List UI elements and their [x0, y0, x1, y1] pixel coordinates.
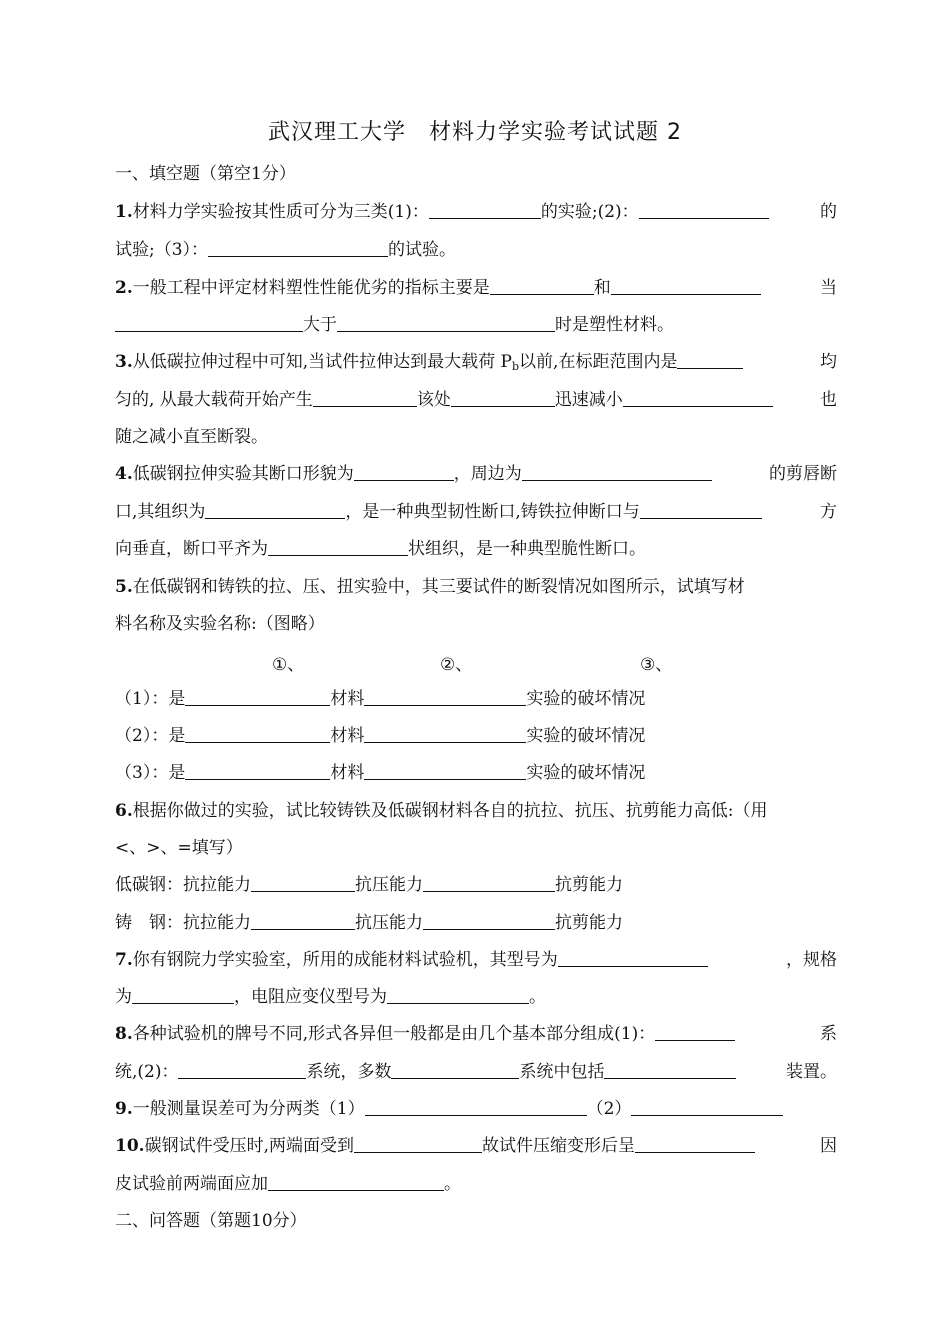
answer-blank[interactable]	[251, 873, 355, 892]
question-3-line-2: 匀的, 从最大载荷开始产生 该处 迅速减小 也	[115, 390, 837, 410]
answer-blank[interactable]	[604, 1060, 736, 1079]
question-8-line-2: 统,(2)： 系统，多数 系统中包括 装置。	[115, 1062, 837, 1082]
answer-blank[interactable]	[268, 1172, 444, 1191]
question-2-line-1: 2.一般工程中评定材料塑性性能优劣的指标主要是 和 当	[115, 278, 837, 298]
question-4-line-2: 口,其组织为 ，是一种典型韧性断口,铸铁拉伸断口与 方	[115, 502, 837, 522]
figure-labels	[0, 650, 950, 674]
question-2-line-2: 大于 时是塑性材料。	[115, 313, 837, 337]
section-questions-heading: 二、问答题（第题10分）	[115, 1211, 307, 1231]
section-fill-blank-heading: 一、填空题（第空1分）	[115, 164, 296, 184]
question-5-line-1: 5.在低碳钢和铸铁的拉、压、扭实验中，其三要试件的断裂情况如图所示，试填写材	[115, 577, 745, 597]
material-blank[interactable]	[185, 724, 330, 743]
answer-blank[interactable]	[313, 388, 417, 407]
question-5-row-2: （2）：是 材料 实验的破坏情况	[115, 726, 646, 746]
question-6-row-cast-iron: 铸 钢：抗拉能力 抗压能力 抗剪能力	[115, 913, 623, 933]
question-6-row-low-carbon-steel: 低碳钢：抗拉能力 抗压能力 抗剪能力	[115, 875, 623, 895]
question-1-line-2: 试验;（3）： 的试验。	[115, 240, 457, 260]
answer-blank[interactable]	[354, 462, 454, 481]
material-blank[interactable]	[185, 687, 330, 706]
answer-blank[interactable]	[423, 911, 555, 930]
answer-blank[interactable]	[677, 350, 743, 369]
answer-blank[interactable]	[391, 1060, 519, 1079]
answer-blank[interactable]	[268, 537, 408, 556]
answer-blank[interactable]	[522, 462, 712, 481]
answer-blank[interactable]	[115, 313, 303, 332]
figure-label: ②、	[440, 655, 473, 675]
question-10-line-2: 皮试验前两端面应加 。	[115, 1174, 461, 1194]
answer-blank[interactable]	[251, 911, 355, 930]
answer-blank[interactable]	[205, 500, 345, 519]
answer-blank[interactable]	[623, 388, 773, 407]
question-6-line-1: 6.根据你做过的实验，试比较铸铁及低碳钢材料各自的抗拉、抗压、抗剪能力高低:（用	[115, 801, 768, 821]
question-5-line-2: 料名称及实验名称:（图略）	[115, 614, 325, 634]
answer-blank[interactable]	[365, 1097, 587, 1116]
question-5-row-1: （1）：是 材料 实验的破坏情况	[115, 689, 646, 709]
question-7-line-2: 为 ，电阻应变仪型号为 。	[115, 987, 546, 1007]
material-blank[interactable]	[185, 761, 330, 780]
answer-blank[interactable]	[423, 873, 555, 892]
answer-blank[interactable]	[631, 1097, 783, 1116]
experiment-blank[interactable]	[364, 724, 526, 743]
question-5-row-3: （3）：是 材料 实验的破坏情况	[115, 763, 646, 783]
experiment-blank[interactable]	[364, 687, 526, 706]
experiment-blank[interactable]	[364, 761, 526, 780]
answer-blank[interactable]	[451, 388, 555, 407]
answer-blank[interactable]	[655, 1022, 735, 1041]
answer-blank[interactable]	[640, 500, 762, 519]
question-8-line-1: 8.各种试验机的牌号不同,形式各异但一般都是由几个基本部分组成(1)： 系	[115, 1024, 837, 1044]
answer-blank[interactable]	[635, 1134, 755, 1153]
question-4-line-3: 向垂直，断口平齐为 状组织，是一种典型脆性断口。	[115, 539, 646, 559]
figure-label: ③、	[640, 655, 673, 675]
answer-blank[interactable]	[387, 985, 529, 1004]
question-3-line-1: 3.从低碳拉伸过程中可知,当试件拉伸达到最大载荷 $P_b$以前,在标距范围内是 均	[115, 352, 837, 373]
answer-blank[interactable]	[611, 276, 761, 295]
figure-label: ①、	[272, 655, 305, 675]
question-9-line-1: 9.一般测量误差可为分两类（1） （2）	[115, 1097, 837, 1121]
question-4-line-1: 4.低碳钢拉伸实验其断口形貌为 ，周边为 的剪唇断	[115, 464, 837, 484]
answer-blank[interactable]	[132, 985, 234, 1004]
page-title: 武汉理工大学 材料力学实验考试试题 2	[268, 120, 682, 145]
answer-blank[interactable]	[208, 238, 388, 257]
question-1-line-1: 1.材料力学实验按其性质可分为三类(1)： 的实验;(2)： 的	[115, 202, 837, 222]
answer-blank[interactable]	[558, 948, 708, 967]
question-6-line-2: <、>、=填写）	[115, 838, 243, 858]
answer-blank[interactable]	[429, 200, 541, 219]
answer-blank[interactable]	[337, 313, 555, 332]
question-10-line-1: 10.碳钢试件受压时,两端面受到 故试件压缩变形后呈 因	[115, 1136, 837, 1156]
answer-blank[interactable]	[354, 1134, 482, 1153]
question-7-line-1: 7.你有钢院力学实验室，所用的成能材料试验机，其型号为 ，规格	[115, 950, 837, 970]
answer-blank[interactable]	[490, 276, 594, 295]
answer-blank[interactable]	[639, 200, 769, 219]
answer-blank[interactable]	[178, 1060, 306, 1079]
question-3-line-3: 随之减小直至断裂。	[115, 427, 268, 447]
